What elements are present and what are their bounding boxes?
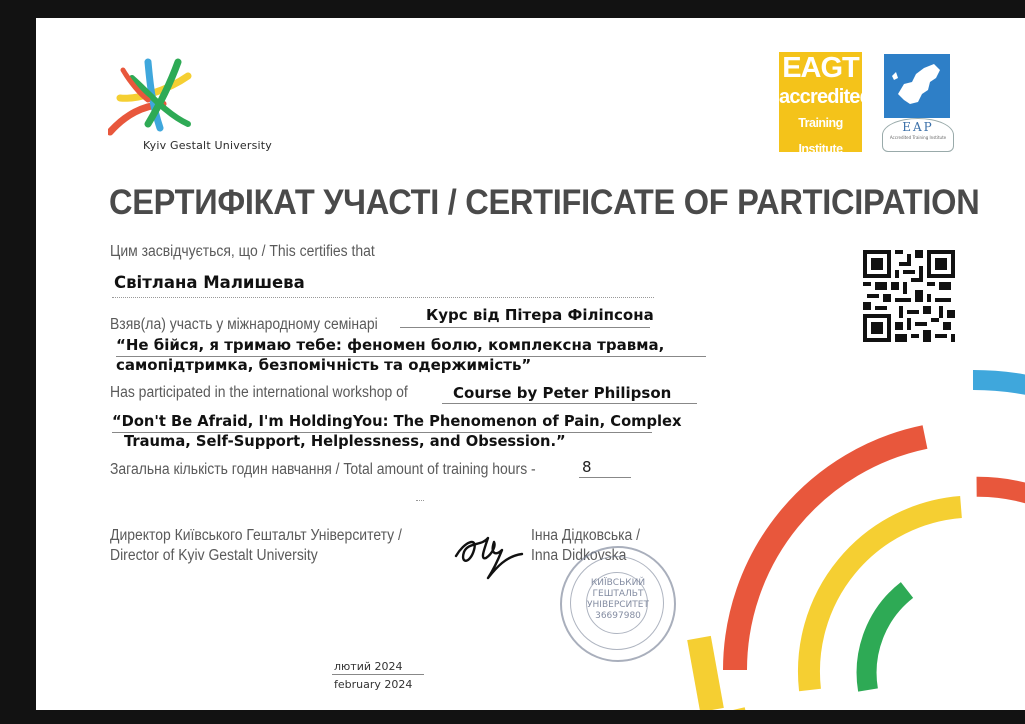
- date-underline: [332, 674, 424, 675]
- title-ua-line2: самопідтримка, безпомічність та одержимість”: [116, 356, 532, 374]
- title-en-line2: Trauma, Self-Support, Helplessness, and Obsession.”: [124, 433, 566, 450]
- stamp-line3: УНІВЕРСИТЕТ: [587, 600, 649, 610]
- course-ua: Курс від Пітера Філіпсона: [426, 306, 654, 324]
- signer-name-en: Inna Didkovska: [531, 547, 627, 564]
- certificate-title: СЕРТИФІКАТ УЧАСТІ / CERTIFICATE OF PARTICIPATION: [109, 183, 980, 222]
- director-label-en: Director of Kyiv Gestalt University: [110, 547, 318, 564]
- signer-name-ua: Інна Дідковська /: [531, 527, 641, 544]
- course-en-underline: [442, 403, 697, 404]
- eagt-accredited: accredited: [779, 86, 872, 108]
- date-en: february 2024: [334, 678, 413, 691]
- course-ua-underline: [400, 327, 650, 328]
- eagt-badge: [779, 52, 872, 156]
- eap-subtitle: Accredited Training Institute: [889, 135, 947, 140]
- stamp-code: 36697980: [595, 611, 641, 621]
- seminar-label-en: Has participated in the international workshop of: [110, 384, 408, 401]
- certifies-label: Цим засвідчується, що / This certifies that: [110, 243, 375, 260]
- eap-badge: [878, 52, 956, 154]
- hours-label: Загальна кількість годин навчання / Total amount of training hours -: [110, 461, 536, 478]
- director-label-ua: Директор Київського Гештальт Університету /: [110, 527, 402, 544]
- university-logo-icon: [108, 54, 193, 138]
- name-underline: [112, 297, 654, 298]
- stamp-line2: ГЕШТАЛЬТ: [592, 589, 644, 599]
- hours-underline: [579, 477, 631, 478]
- certificate-page: [36, 18, 1025, 710]
- handwritten-signature-icon: [452, 520, 526, 582]
- university-name: Kyiv Gestalt University: [143, 139, 273, 152]
- course-en: Course by Peter Philipson: [453, 384, 672, 402]
- hours-value: 8: [582, 458, 592, 476]
- eagt-title: EAGT: [782, 52, 859, 84]
- europe-map-icon: [884, 54, 950, 118]
- eagt-subtitle: Training Institute: [798, 116, 843, 156]
- participant-name: Світлана Малишева: [114, 273, 305, 292]
- official-stamp: [560, 546, 676, 662]
- eap-emblem: [882, 118, 954, 152]
- title-ua-line1: “Не бійся, я тримаю тебе: феномен болю, комплексна травма,: [116, 336, 665, 354]
- date-ua: лютий 2024: [334, 660, 403, 673]
- stamp-line1: КИЇВСЬКИЙ: [590, 578, 646, 588]
- title-en-line1: “Don't Be Afraid, I'm HoldingYou: The Phenomenon of Pain, Complex: [112, 413, 682, 430]
- eap-name: EAP: [902, 120, 934, 134]
- section-divider: [416, 500, 424, 501]
- qr-code-icon: [863, 250, 955, 342]
- seminar-label-ua: Взяв(ла) участь у міжнародному семінарі: [110, 316, 378, 333]
